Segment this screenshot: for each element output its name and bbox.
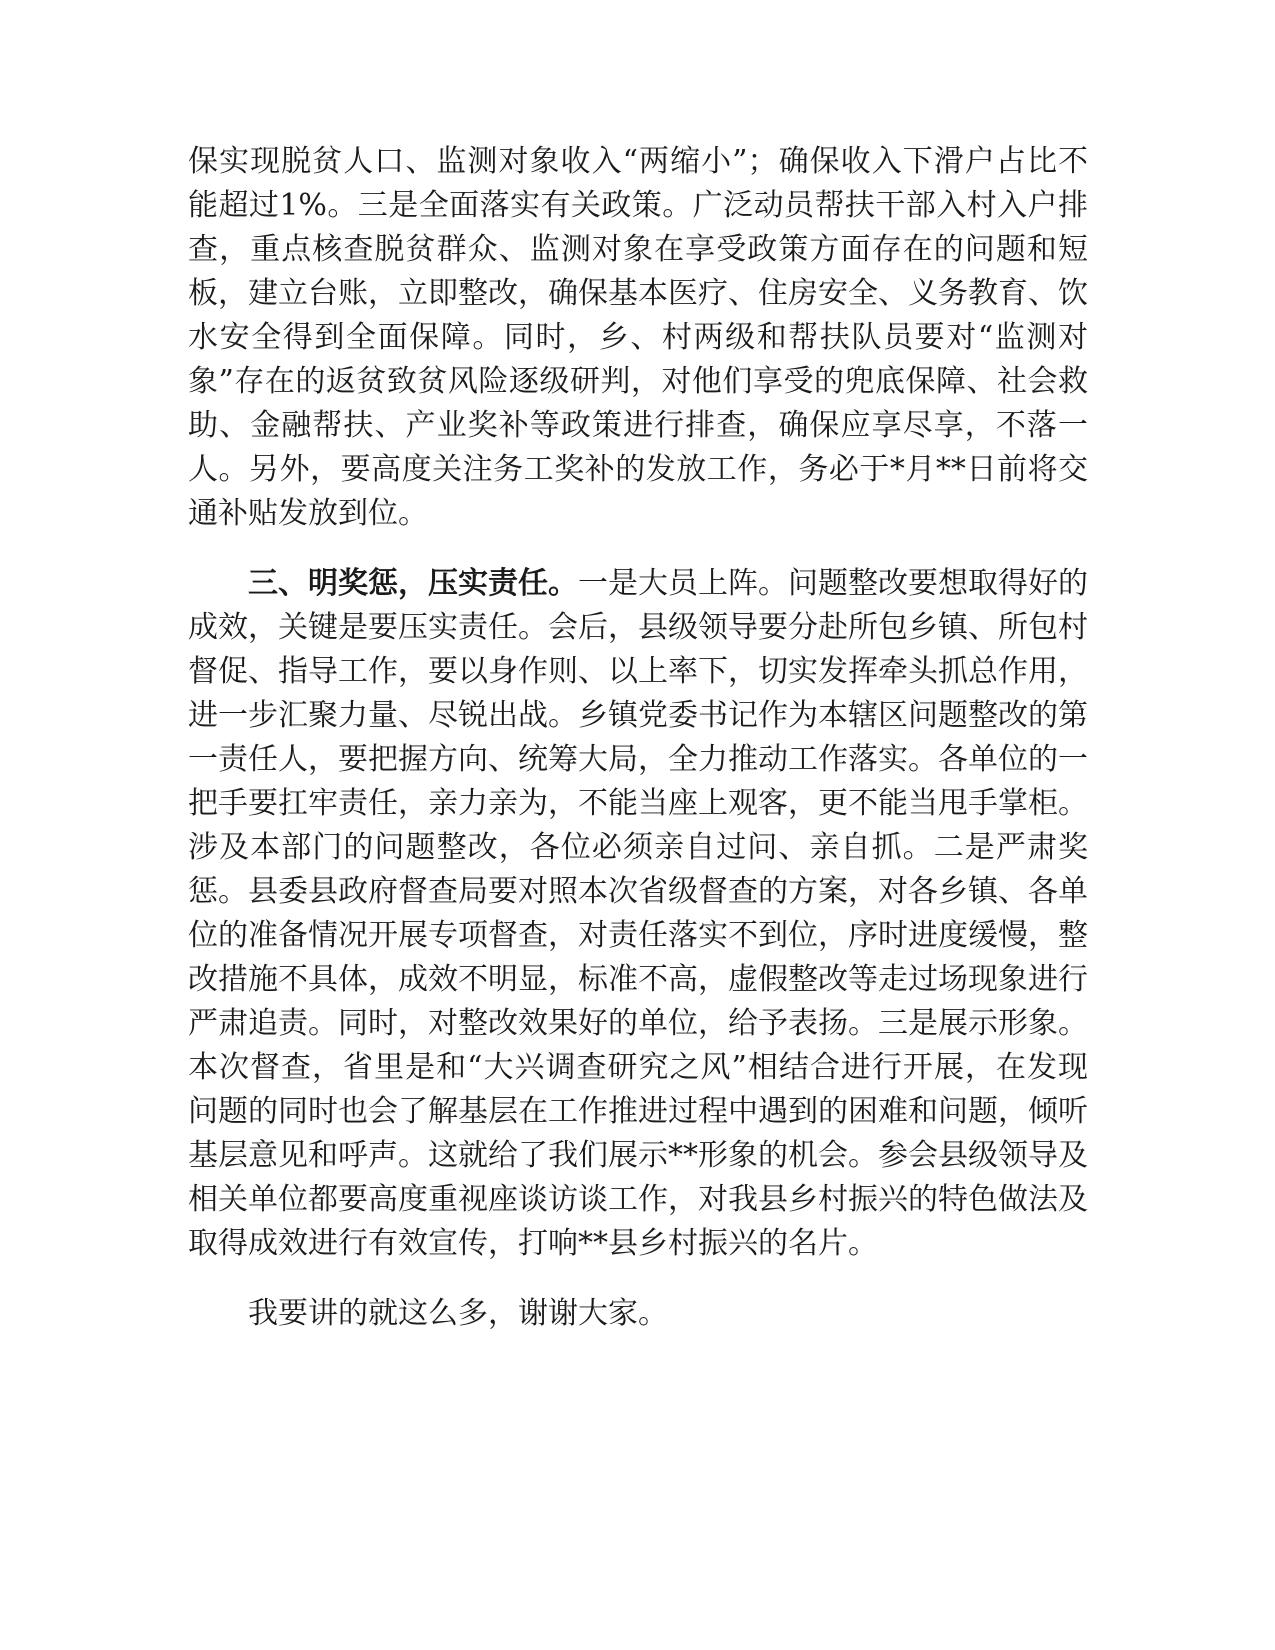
paragraph-policy-implementation: 保实现脱贫人口、监测对象收入“两缩小”；确保收入下滑户占比不能超过1%。三是全面落实有关政策。广泛动员帮扶干部入村入户排查，重点核查脱贫群众、监测对象在享受政策方面存在的问题和短板，建立台账，立即整改，确保基本医疗、住房安全、义务教育、饮水安全得到全面保障。同时，乡、村两级和帮扶队员要对“监测对象”存在的返贫致贫风险逐级研判，对他们享受的兜底保障、社会救助、金融帮扶、产业奖补等政策进行排查，确保应享尽享，不落一人。另外，要高度关注务工奖补的发放工作，务必于*月**日前将交通补贴发放到位。	[188, 144, 1088, 531]
section-body-text: 一是大员上阵。问题整改要想取得好的成效，关键是要压实责任。会后，县级领导要分赴所包乡镇、所包村督促、指导工作，要以身作则、以上率下，切实发挥牵头抓总作用，进一步汇聚力量、尽锐出战。乡镇党委书记作为本辖区问题整改的第一责任人，要把握方向、统筹大局，全力推动工作落实。各单位的一把手要扛牢责任，亲力亲为，不能当座上观客，更不能当甩手掌柜。涉及本部门的问题整改，各位必须亲自过问、亲自抓。二是严肃奖惩。县委县政府督查局要对照本次省级督查的方案，对各乡镇、各单位的准备情况开展专项督查，对责任落实不到位，序时进度缓慢，整改措施不具体，成效不明显，标准不高，虚假整改等走过场现象进行严肃追责。同时，对整改效果好的单位，给予表扬。三是展示形象。本次督查，省里是和“大兴调查研究之风”相结合进行开展，在发现问题的同时也会了解基层在工作推进过程中遇到的困难和问题，倾听基层意见和呼声。这就给了我们展示**形象的机会。参会县级领导及相关单位都要高度重视座谈访谈工作，对我县乡村振兴的特色做法及取得成效进行有效宣传，打响**县乡村振兴的名片。	[188, 566, 1088, 1261]
document-body	[188, 140, 1088, 1336]
section-heading: 三、明奖惩，压实责任。	[248, 566, 578, 601]
paragraph-closing: 我要讲的就这么多，谢谢大家。	[248, 1296, 668, 1331]
paragraph-rewards-responsibility	[188, 562, 1088, 1266]
